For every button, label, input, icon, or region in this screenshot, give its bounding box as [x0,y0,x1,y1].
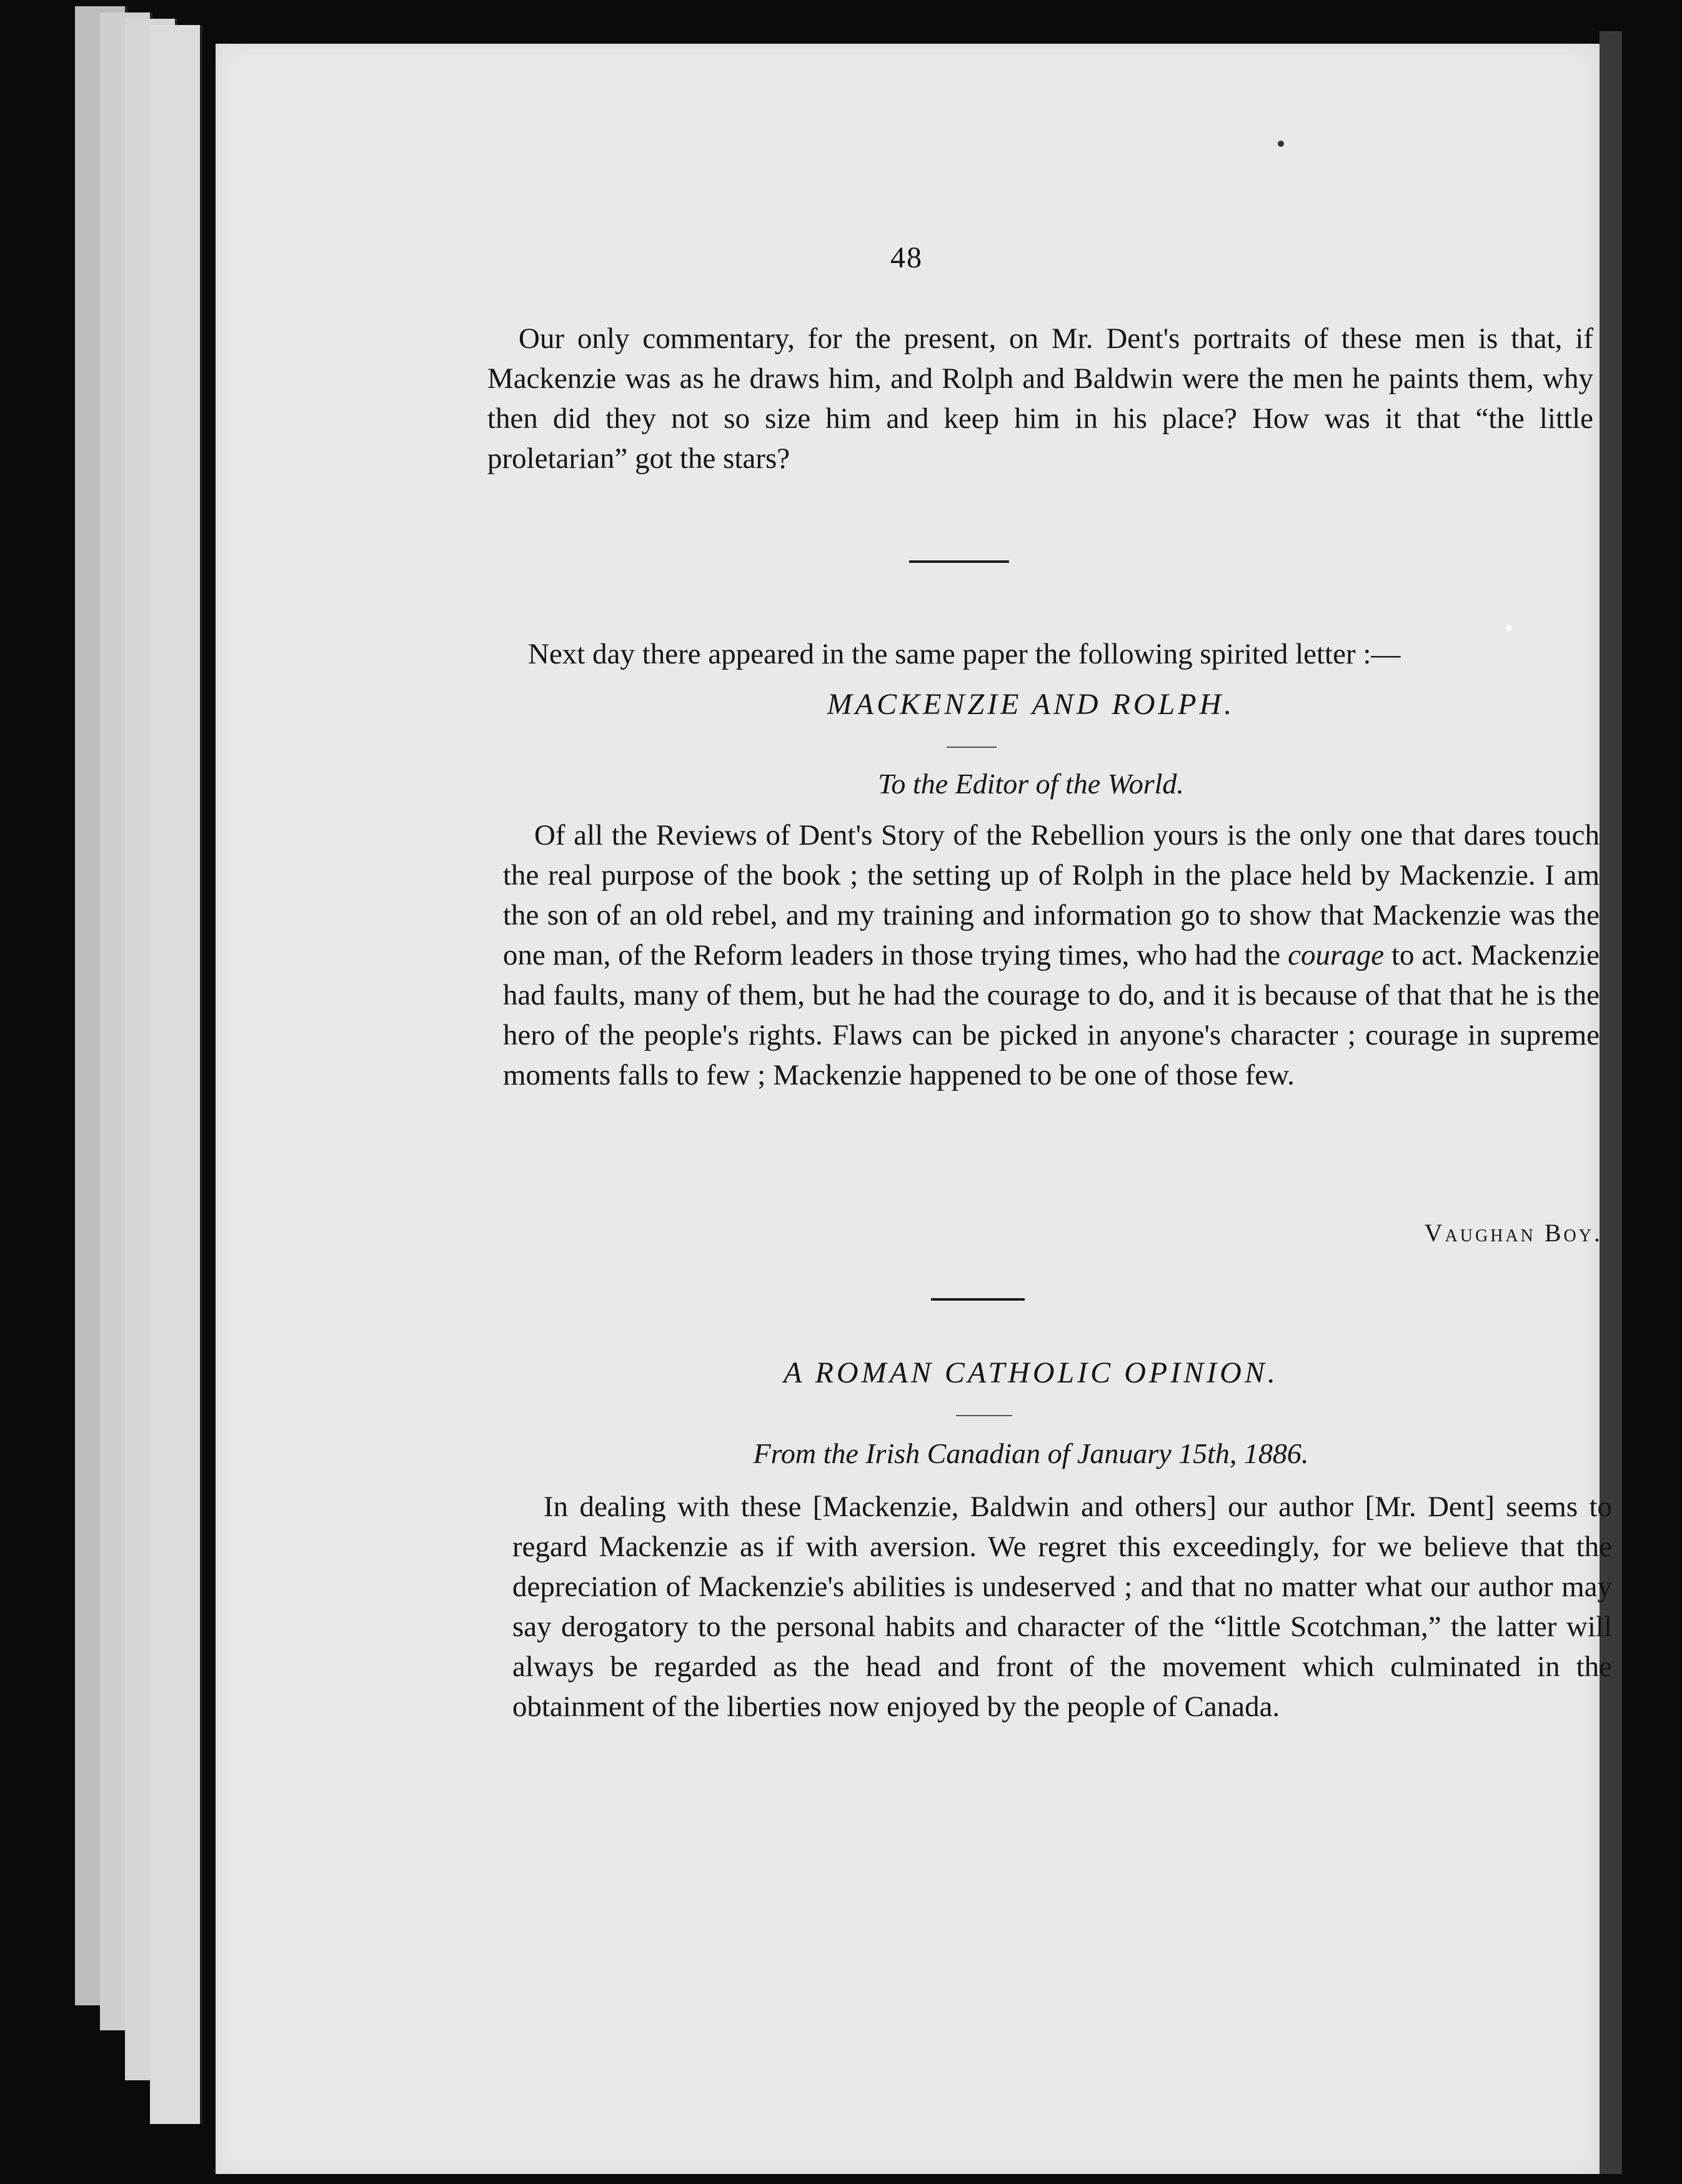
book-binding-edge [1600,31,1622,2174]
page-number: 48 [890,241,923,274]
section-divider [909,560,1009,563]
opinion-body: In dealing with these [Mackenzie, Baldwin and others] our author [Mr. Dent] seems to regard Mackenzie as if with aversion. We regret this exceedingly, for we believe that the depreciation of Mackenzie's abilities is undeserved ; and that no matter what our author may say derogatory to the personal habits and character of the “little Scotchman,” the latter will always be regarded as the head and front of the movement which culminated in the obtainment of the liberties now enjoyed by the people of Canada. [512,1491,1612,1723]
section-divider [931,1298,1025,1301]
heading-rule [947,747,997,748]
book-page [216,44,1612,2174]
letter-body: Of all the Reviews of Dent's Story of the Rebellion yours is the only one that dares touch the real purpose of the book ; the setting up of Rolph in the place held by Mackenzie. I am the son of an old rebel, and my training and information go to show that Mackenzie was the one man, of the Reform leaders in those trying times, who had the courage to act. Mackenzie had faults, many of them, but he had the courage to do, and it is because of that that he is the hero of the people's rights. Flaws can be picked in anyone's character ; courage in supreme moments falls to few ; Mackenzie happened to be one of those few. [503,819,1600,1091]
letter-salutation: To the Editor of the World. [878,768,1184,800]
commentary-paragraph: Our only commentary, for the present, on Mr. Dent's portraits of these men is that, if Mackenzie was as he draws him, and Rolph and Baldwin were the men he paints them, why then did they not so size him and keep him in his place? How was it that “the little proletarian” got the stars? [487,322,1593,475]
page-stack-edge [150,25,202,2124]
source-line: From the Irish Canadian of January 15th, 1886. [753,1437,1309,1469]
paper-speck [1506,625,1512,631]
paper-speck [1278,141,1284,147]
letter-signature: Vaughan Boy. [1424,1219,1603,1247]
heading-rule [956,1415,1012,1416]
intro-paragraph: Next day there appeared in the same paper the following spirited letter :— [528,638,1401,670]
section-heading-mackenzie-rolph: MACKENZIE AND ROLPH. [827,688,1235,721]
section-heading-roman-catholic-opinion: A ROMAN CATHOLIC OPINION. [784,1356,1278,1389]
